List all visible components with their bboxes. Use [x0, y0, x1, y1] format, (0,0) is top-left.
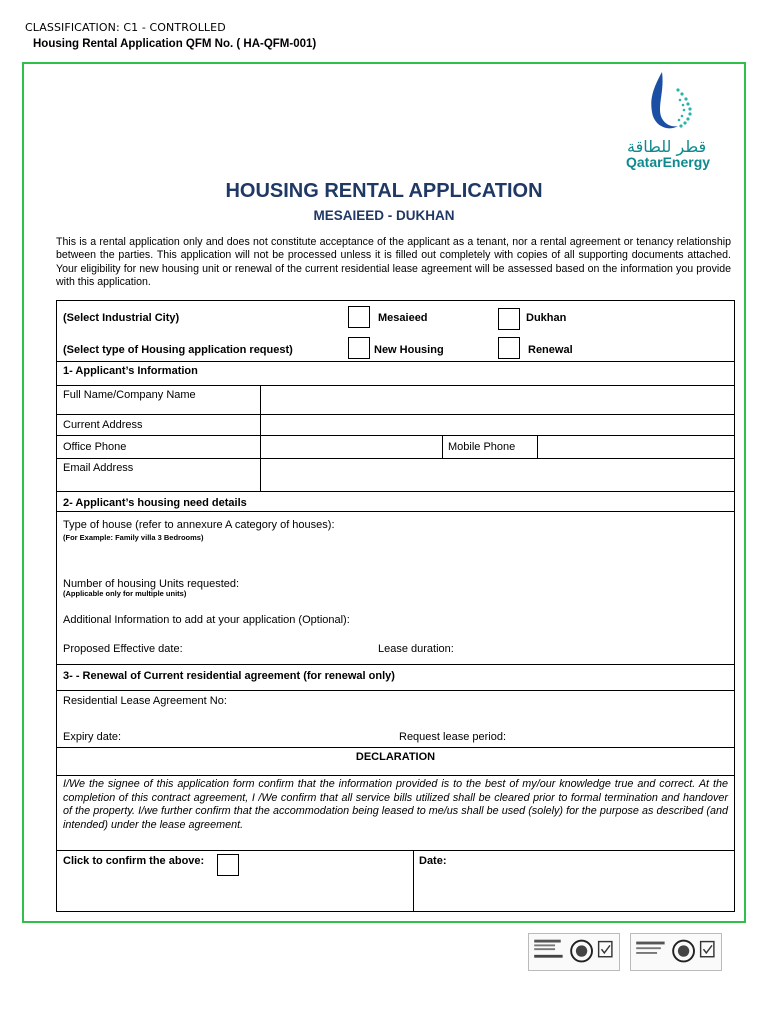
declaration-text: I/We the signee of this application form confirm that the information provided is to the best of my/our knowledge true and correct. At the completion of this contract agreement, I /We confirm that all service bills utilized shall be cleared prior to formal termination and handover of the property. I/we further confirm that the accommodation being leased to me/us shall be used (solely) for the purpose as described (and intended) under the lease agreement. — [63, 778, 728, 831]
office-phone-label: Office Phone — [63, 441, 127, 453]
units-label: Number of housing Units requested: — [63, 578, 240, 590]
classification-label: CLASSIFICATION: C1 - CONTROLLED — [25, 21, 226, 34]
email-field[interactable] — [261, 459, 733, 490]
logo-english-text: QatarEnergy — [626, 154, 711, 170]
dukhan-checkbox[interactable] — [498, 308, 520, 330]
page-title: HOUSING RENTAL APPLICATION — [225, 180, 543, 202]
section1-title: 1- Applicant’s Information — [63, 365, 198, 377]
house-type-label: Type of house (refer to annexure A category of houses): — [63, 519, 335, 531]
mesaieed-label: Mesaieed — [378, 312, 428, 324]
lease-no-label: Residential Lease Agreement No: — [63, 695, 227, 707]
row-divider — [57, 511, 734, 512]
row-divider — [57, 664, 734, 665]
dukhan-label: Dukhan — [526, 312, 567, 324]
date-field[interactable] — [414, 851, 733, 911]
mesaieed-checkbox[interactable] — [348, 306, 370, 328]
request-type-label: (Select type of Housing application request) — [63, 344, 293, 356]
date-label: Date: — [419, 855, 447, 867]
additional-info-label: Additional Information to add at your application (Optional): — [63, 614, 350, 626]
certification-badge-icon — [528, 933, 620, 971]
email-label: Email Address — [63, 462, 134, 474]
units-note: (Applicable only for multiple units) — [63, 589, 187, 598]
new-housing-checkbox[interactable] — [348, 337, 370, 359]
confirm-checkbox[interactable] — [217, 854, 239, 876]
declaration-title: DECLARATION — [355, 751, 436, 763]
house-type-example: (For Example: Family villa 3 Bedrooms) — [63, 533, 204, 542]
application-table — [56, 300, 735, 912]
column-divider — [442, 435, 443, 458]
office-phone-field[interactable] — [261, 436, 441, 457]
form-id-label: Housing Rental Application QFM No. ( HA-QFM-001) — [33, 38, 317, 50]
row-divider — [57, 491, 734, 492]
effective-date-label: Proposed Effective date: — [63, 643, 183, 655]
intro-paragraph: This is a rental application only and does not constitute acceptance of the applicant as a tenant, nor a rental agreement or tenancy relationship between the parties. This application will not be processed unless it is filled out completely with copies of all supporting documents attached. Your eligibility for new housing unit or renewal of the current residential lease agreement will be assessed based on the information you provide with this application. — [56, 236, 731, 289]
row-divider — [57, 361, 734, 362]
city-select-label: (Select Industrial City) — [63, 312, 180, 324]
mobile-phone-field[interactable] — [538, 436, 733, 457]
new-housing-label: New Housing — [374, 344, 444, 356]
section3-title: 3- - Renewal of Current residential agreement (for renewal only) — [63, 670, 395, 682]
logo-arabic-text: قطر للطاقة — [627, 137, 707, 156]
row-divider — [57, 775, 734, 776]
row-divider — [57, 747, 734, 748]
request-period-label: Request lease period: — [399, 731, 507, 743]
renewal-label: Renewal — [528, 344, 573, 356]
page-subtitle: MESAIEED - DUKHAN — [313, 208, 455, 223]
confirm-label: Click to confirm the above: — [63, 855, 205, 867]
certification-badge-icon — [630, 933, 722, 971]
section2-title: 2- Applicant’s housing need details — [63, 497, 247, 509]
lease-duration-label: Lease duration: — [378, 643, 454, 655]
expiry-date-label: Expiry date: — [63, 731, 122, 743]
mobile-phone-label: Mobile Phone — [448, 441, 516, 453]
current-address-label: Current Address — [63, 419, 143, 431]
renewal-checkbox[interactable] — [498, 337, 520, 359]
current-address-field[interactable] — [261, 415, 733, 434]
row-divider — [57, 690, 734, 691]
full-name-label: Full Name/Company Name — [63, 389, 196, 401]
full-name-field[interactable] — [261, 386, 733, 413]
